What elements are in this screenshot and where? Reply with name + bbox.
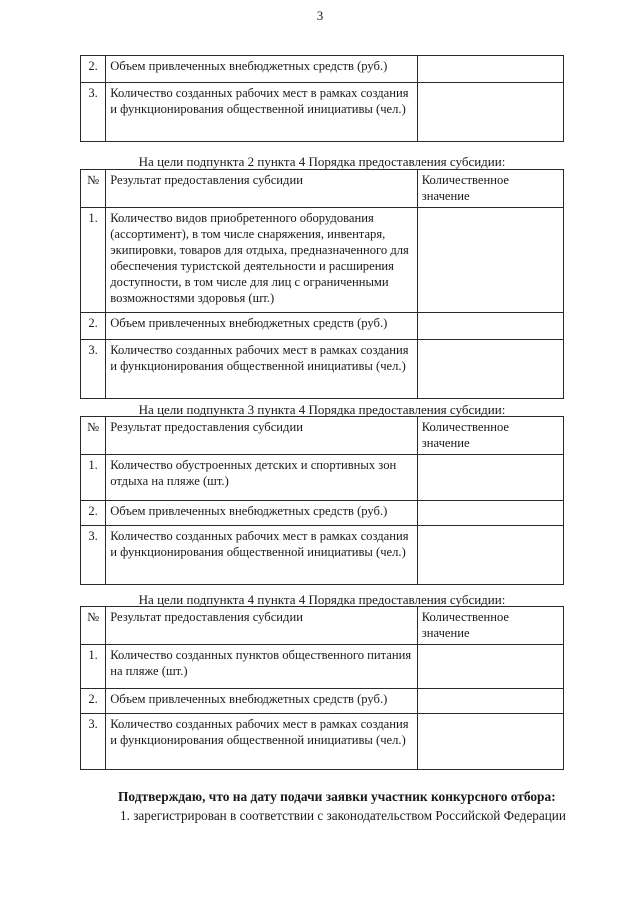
results-table [80,416,564,585]
header-number: № [81,417,106,455]
value-cell [417,714,563,770]
table-row [81,689,564,714]
section-caption: На цели подпункта 2 пункта 4 Порядка предоставления субсидии: [138,154,506,169]
result-cell: Объем привлеченных внебюджетных средств (руб.) [106,501,418,526]
header-number: № [81,607,106,645]
row-number: 2. [81,313,106,340]
results-table [80,606,564,770]
table-header-row [81,417,564,455]
row-number: 2. [81,501,106,526]
row-number: 3. [81,83,106,142]
result-cell: Объем привлеченных внебюджетных средств (руб.) [106,56,418,83]
result-cell: Количество видов приобретенного оборудования (ассортимент), в том числе снаряжения, инвентаря, экипировки, товаров для отдыха, предназначенного для обеспечения туристской деятельности и расширения доступности, в том числе для лиц с ограниченными возможностями здоровья (шт.) [106,208,418,313]
table-row [81,714,564,770]
row-number: 2. [81,689,106,714]
row-number: 2. [81,56,106,83]
value-cell [417,645,563,689]
result-cell: Количество созданных рабочих мест в рамках создания и функционирования общественной инициативы (чел.) [106,340,418,399]
row-number: 1. [81,645,106,689]
table-row [81,56,564,83]
result-cell: Количество обустроенных детских и спортивных зон отдыха на пляже (шт.) [106,455,418,501]
value-cell [417,455,563,501]
value-cell [417,208,563,313]
section-caption: На цели подпункта 4 пункта 4 Порядка предоставления субсидии: [138,592,506,607]
row-number: 1. [81,455,106,501]
row-number: 1. [81,208,106,313]
result-cell: Количество созданных рабочих мест в рамках создания и функционирования общественной инициативы (чел.) [106,526,418,585]
value-cell [417,340,563,399]
table-header-row [81,170,564,208]
table-row [81,501,564,526]
confirmation-item: 1. зарегистрирован в соответствии с законодательством Российской Федерации [120,808,566,823]
value-cell [417,56,563,83]
table-row [81,340,564,399]
header-number: № [81,170,106,208]
results-table [80,169,564,399]
row-number: 3. [81,340,106,399]
results-table-continued [80,55,564,142]
result-cell: Количество созданных рабочих мест в рамках создания и функционирования общественной инициативы (чел.) [106,714,418,770]
table-row [81,455,564,501]
header-value: Количественное значение [417,417,563,455]
result-cell: Количество созданных рабочих мест в рамках создания и функционирования общественной инициативы (чел.) [106,83,418,142]
table-row [81,313,564,340]
row-number: 3. [81,714,106,770]
header-result: Результат предоставления субсидии [106,417,418,455]
table-row [81,645,564,689]
header-result: Результат предоставления субсидии [106,607,418,645]
table-row [81,208,564,313]
page-number: 3 [316,8,324,23]
header-result: Результат предоставления субсидии [106,170,418,208]
table-header-row [81,607,564,645]
confirmation-heading: Подтверждаю, что на дату подачи заявки участник конкурсного отбора: [118,789,556,804]
header-value: Количественное значение [417,170,563,208]
value-cell [417,689,563,714]
section-caption: На цели подпункта 3 пункта 4 Порядка предоставления субсидии: [138,402,506,417]
header-value: Количественное значение [417,607,563,645]
table-row [81,83,564,142]
result-cell: Объем привлеченных внебюджетных средств (руб.) [106,313,418,340]
value-cell [417,313,563,340]
value-cell [417,501,563,526]
result-cell: Количество созданных пунктов общественного питания на пляже (шт.) [106,645,418,689]
value-cell [417,83,563,142]
table-row [81,526,564,585]
value-cell [417,526,563,585]
row-number: 3. [81,526,106,585]
result-cell: Объем привлеченных внебюджетных средств (руб.) [106,689,418,714]
